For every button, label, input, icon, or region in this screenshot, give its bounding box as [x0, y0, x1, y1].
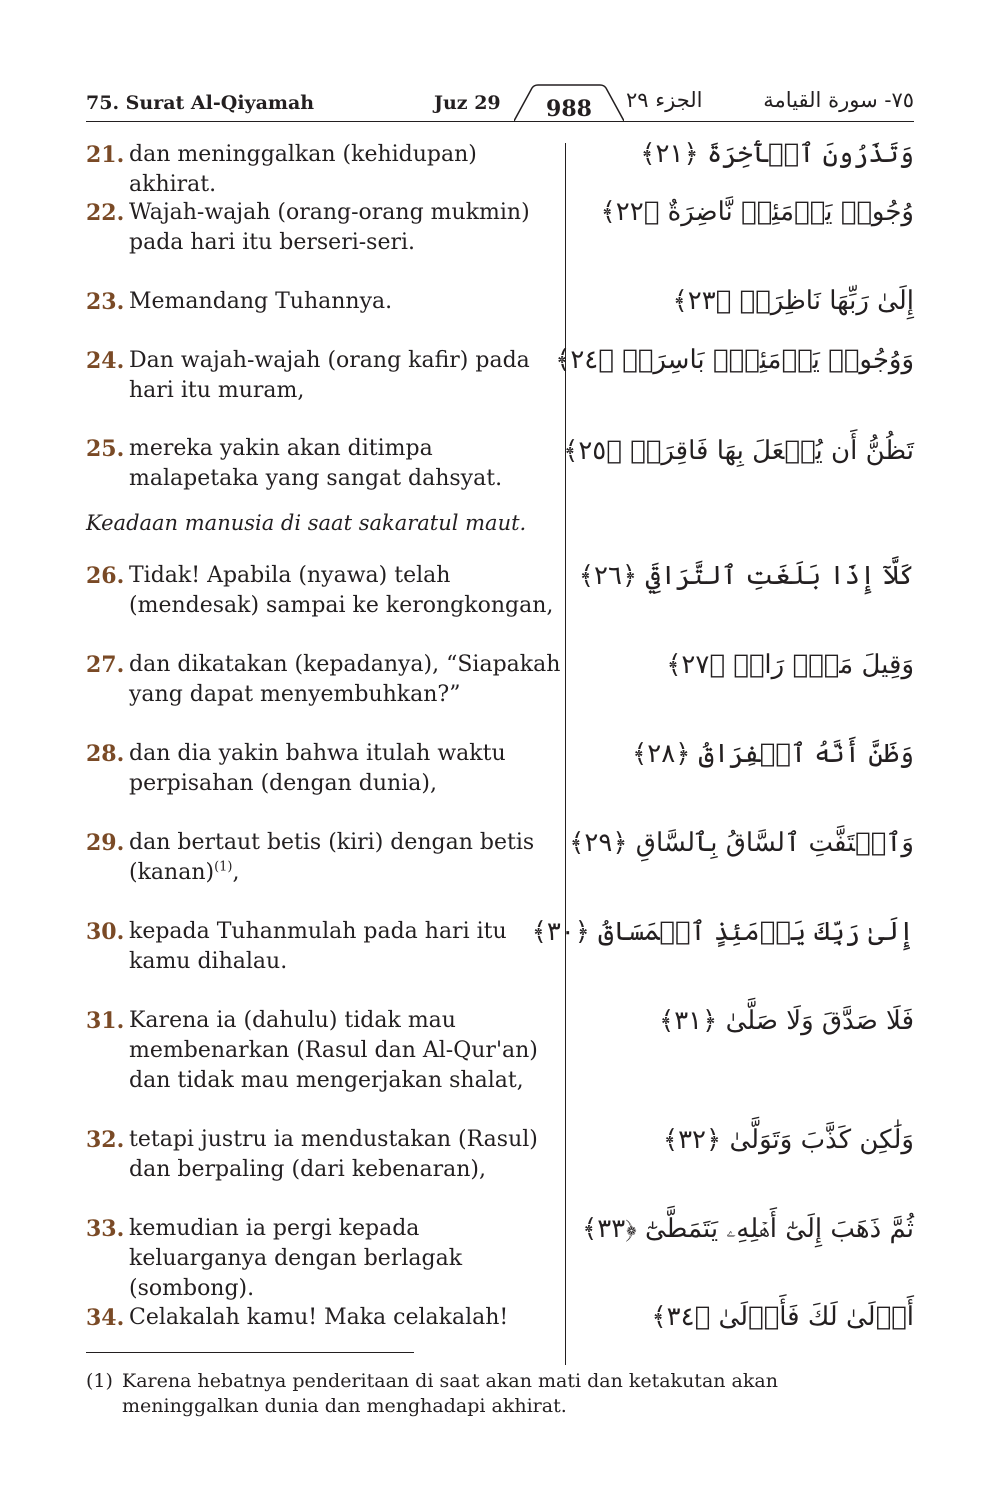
verse-translation-text: dan bertaut betis (kiri) dengan betis (kanan) [129, 830, 535, 885]
verse-31-arabic: فَلَا صَدَّقَ وَلَا صَلَّىٰ ﴿٣١﴾ [658, 1006, 914, 1036]
verse-29 [86, 828, 562, 888]
verse-number: 32. [86, 1127, 125, 1153]
verse-number: 21. [86, 142, 125, 168]
verse-27 [86, 650, 562, 710]
juz-label-arabic: الجزء ٢٩ [626, 88, 703, 112]
verse-29-arabic: وَٱلۡتَفَّتِ ٱلسَّاقُ بِٱلسَّاقِ ﴿٢٩﴾ [569, 828, 914, 858]
verse-28-arabic: وَظَنَّ أَنَّهُ ٱلۡفِرَاقُ ﴿٢٨﴾ [632, 739, 914, 769]
verse-translation: Tidak! Apabila (nyawa) telah (mendesak) sampai ke kerongkongan, [129, 563, 554, 618]
surah-title-arabic: ٧٥- سورة القيامة [763, 88, 914, 112]
verse-translation: kemudian ia pergi kepada keluarganya dengan berlagak (sombong). [129, 1216, 463, 1301]
verse-translation: tetapi justru ia mendustakan (Rasul) dan berpaling (dari kebenaran), [129, 1127, 538, 1182]
verse-number: 22. [86, 200, 125, 226]
verse-32-arabic: وَلَٰكِن كَذَّبَ وَتَوَلَّىٰ ﴿٣٢﴾ [662, 1125, 914, 1155]
verse-translation [129, 828, 562, 888]
page-number: 988 [546, 96, 592, 122]
footnote [86, 1369, 914, 1419]
verse-translation: Celakalah kamu! Maka celakalah! [129, 1305, 509, 1330]
verse-25-arabic: تَظُنُّ أَن يُفۡعَلَ بِهَا فَاقِرَةٞ ﴿٢٥﴾ [563, 436, 914, 466]
verse-22-arabic: وُجُوهٞ يَوۡمَئِذٖ نَّاضِرَةٌ ﴿٢٢﴾ [600, 197, 914, 227]
verse-34 [86, 1303, 562, 1333]
verse-24-arabic: وَوُجُوهٞ يَوۡمَئِذِۭ بَاسِرَةٞ ﴿٢٤﴾ [555, 345, 914, 375]
verse-33-arabic: ثُمَّ ذَهَبَ إِلَىٰٓ أَهۡلِهِۦ يَتَمَطَّىٰٓ ﴿٣٣﴾ [582, 1214, 914, 1244]
column-divider [565, 143, 566, 1365]
verse-34-arabic: أَوۡلَىٰ لَكَ فَأَوۡلَىٰ ﴿٣٤﴾ [651, 1302, 914, 1332]
verse-33 [86, 1214, 562, 1304]
verse-24 [86, 346, 562, 406]
surah-title: 75. Surat Al-Qiyamah [86, 92, 315, 114]
verse-number: 27. [86, 652, 125, 678]
verse-23 [86, 287, 562, 317]
verse-translation-tail: , [232, 860, 240, 885]
verse-23-arabic: إِلَىٰ رَبِّهَا نَاظِرَةٞ ﴿٢٣﴾ [672, 286, 914, 316]
verse-translation: Dan wajah-wajah (orang kafir) pada hari itu muram, [129, 348, 530, 403]
verse-translation: Karena ia (dahulu) tidak mau membenarkan (Rasul dan Al-Qur'an) dan tidak mau mengerjakan shalat, [129, 1008, 538, 1093]
juz-label: Juz 29 [434, 92, 501, 114]
verse-30-arabic: إِلَىٰ رَبِّكَ يَوۡمَئِذٍ ٱلۡمَسَاقُ ﴿٣٠﴾ [531, 917, 914, 947]
footnote-rule [86, 1352, 414, 1353]
verse-number: 26. [86, 563, 125, 589]
footnote-text: Karena hebatnya penderitaan di saat akan mati dan ketakutan akan meninggalkan dunia dan menghadapi akhirat. [122, 1370, 778, 1417]
footnote-reference[interactable]: (1) [214, 859, 233, 875]
verse-22 [86, 198, 562, 258]
verse-31 [86, 1006, 562, 1096]
verse-21-arabic: وَتَذَرُونَ ٱلۡأٓخِرَةَ ﴿٢١﴾ [640, 139, 914, 169]
verse-27-arabic: وَقِيلَ مَنۡۜ رَاقٖ ﴿٢٧﴾ [666, 650, 914, 680]
verse-28 [86, 739, 562, 799]
verse-26-arabic: كَلَّآ إِذَا بَلَغَتِ ٱلتَّرَاقِيَ ﴿٢٦﴾ [578, 561, 914, 591]
section-subtitle: Keadaan manusia di saat sakaratul maut. [86, 511, 527, 535]
verse-26 [86, 561, 562, 621]
verse-number: 33. [86, 1216, 125, 1242]
verse-number: 34. [86, 1305, 125, 1331]
verse-21 [86, 140, 562, 200]
verse-30 [86, 917, 562, 977]
verse-translation: Wajah-wajah (orang-orang mukmin) pada hari itu berseri-seri. [129, 200, 530, 255]
verse-translation: dan dikatakan (kepadanya), “Siapakah yang dapat menyembuhkan?” [129, 652, 561, 707]
verse-number: 30. [86, 919, 125, 945]
verse-number: 24. [86, 348, 125, 374]
verse-number: 25. [86, 436, 125, 462]
verse-25 [86, 434, 562, 494]
page-header [86, 84, 914, 122]
verse-number: 28. [86, 741, 125, 767]
verse-translation: dan meninggalkan (kehidupan) akhirat. [129, 142, 477, 197]
verse-number: 23. [86, 289, 125, 315]
footnote-mark: (1) [86, 1370, 113, 1392]
verse-translation: mereka yakin akan ditimpa malapetaka yang sangat dahsyat. [129, 436, 503, 491]
verse-translation: Memandang Tuhannya. [129, 289, 393, 314]
verse-number: 31. [86, 1008, 125, 1034]
verse-translation: dan dia yakin bahwa itulah waktu perpisahan (dengan dunia), [129, 741, 506, 796]
verse-32 [86, 1125, 562, 1185]
header-rule [86, 121, 914, 122]
verse-number: 29. [86, 830, 125, 856]
verse-translation: kepada Tuhanmulah pada hari itu kamu dihalau. [129, 919, 507, 974]
